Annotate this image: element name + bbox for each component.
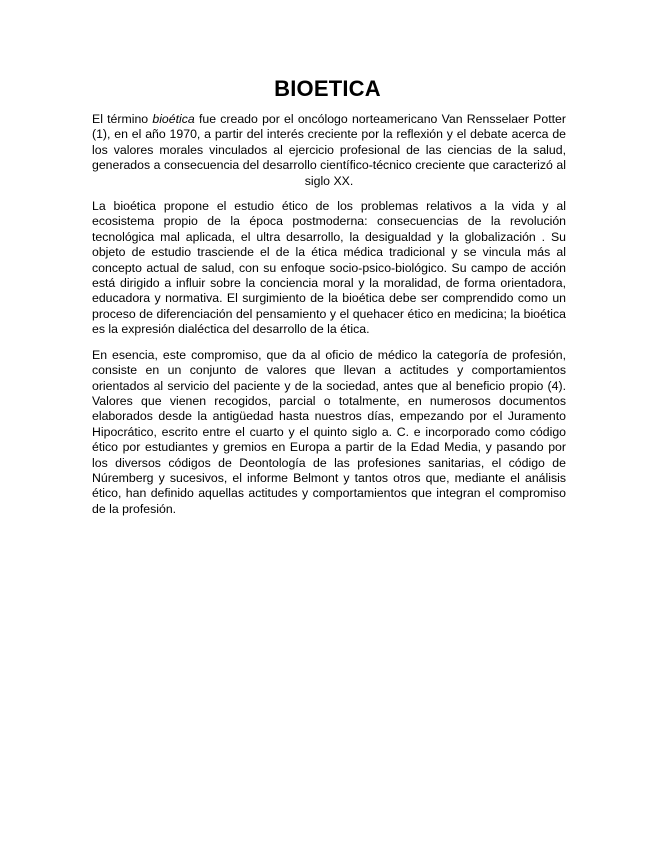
paragraph-definition-lead: El término: [92, 112, 153, 126]
paragraph-definition: [92, 112, 566, 189]
document-title: BIOETICA: [274, 76, 381, 101]
paragraph-definition-rest: fue creado por el oncólogo norteamericano Van Rensselaer Potter (1), en el año 1970, a partir del interés creciente por la reflexión y el debate acerca de los valores morales vinculados al ejercicio profesional de las ciencias de la salud, generados a consecuencia del desarrollo científico-técnico creciente que caracterizó al siglo XX.: [92, 112, 566, 188]
paragraph-scope: La bioética propone el estudio ético de los problemas relativos a la vida y al ecosistema propio de la época postmoderna: consecuencias de la revolución tecnológica mal aplicada, el ultra desarrollo, la desigualdad y la globalización . Su objeto de estudio trasciende el de la ética médica tradicional y se vincula más al concepto actual de salud, con su enfoque socio-psico-biológico. Su campo de acción está dirigido a influir sobre la conciencia moral y la moralidad, de forma orientadora, educadora y normativa. El surgimiento de la bioética debe ser comprendido como un proceso de diferenciación del pensamiento y el quehacer ético en medicina; la bioética es la expresión dialéctica del desarrollo de la ética.: [92, 199, 566, 337]
document-body: [92, 112, 566, 527]
paragraph-commitment: En esencia, este compromiso, que da al oficio de médico la categoría de profesión, consiste en un conjunto de valores que llevan a actitudes y comportamientos orientados al servicio del paciente y de la sociedad, antes que al beneficio propio (4). Valores que vienen recogidos, parcial o totalmente, en numerosos documentos elaborados desde la antigüedad hasta nuestros días, empezando por el Juramento Hipocrático, escrito entre el cuarto y el quinto siglo a. C. e incorporado como código ético por estudiantes y gremios en Europa a partir de la Edad Media, y pasando por los diversos códigos de Deontología de las profesiones sanitarias, el código de Núremberg y sucesivos, el informe Belmont y tantos otros que, mediante el análisis ético, han definido aquellas actitudes y comportamientos que integran el compromiso de la profesión.: [92, 347, 566, 516]
paragraph-definition-term: bioética: [152, 112, 195, 126]
